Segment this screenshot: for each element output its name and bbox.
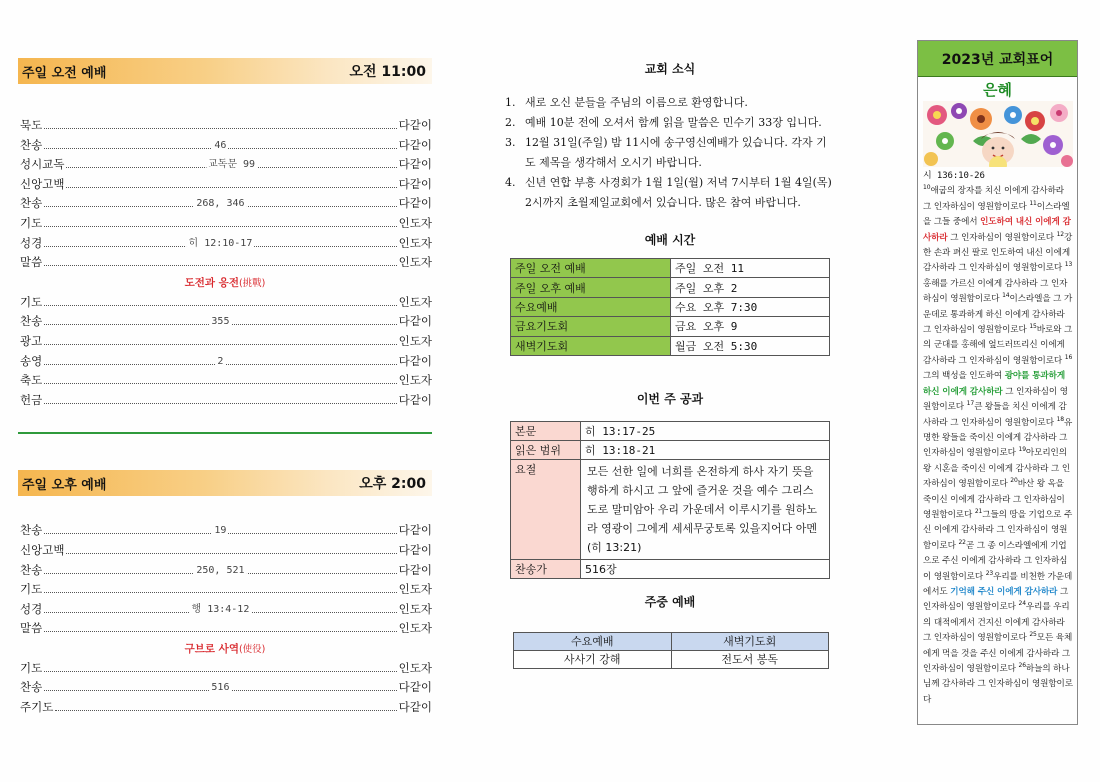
leader-dots (44, 581, 396, 593)
order-leader: 다같이 (398, 176, 432, 191)
schedule-service: 금요기도회 (511, 317, 671, 336)
study-passage: 히 13:17-25 (581, 421, 830, 440)
leader-dots (55, 699, 396, 711)
verse-number: 26 (1018, 662, 1026, 670)
order-leader: 인도자 (398, 582, 432, 597)
midweek-header-dawn: 새벽기도회 (671, 632, 829, 650)
news-item (505, 173, 835, 213)
psalm-body (923, 186, 1073, 704)
order-detail: 행 13:4-12 (191, 603, 250, 615)
morning-service-time: 오전 11:00 (349, 64, 426, 80)
study-summary-label: 요절 (511, 459, 581, 559)
leader-dots (44, 353, 396, 365)
schedule-service: 수요예배 (511, 297, 671, 316)
verse-text: 그의 백성을 인도하여 (923, 371, 1005, 382)
order-detail: 2 (217, 355, 224, 367)
order-label: 찬송 (20, 137, 43, 152)
afternoon-order-list-2 (18, 659, 432, 718)
order-leader: 다같이 (398, 392, 432, 407)
leader-dots (44, 215, 396, 227)
verse-number: 17 (966, 400, 975, 408)
order-leader: 인도자 (398, 660, 432, 675)
news-text: 새로 오신 분들을 주님의 이름으로 환영합니다. (525, 96, 748, 109)
order-row (18, 619, 432, 639)
leader-dots (44, 235, 396, 247)
order-leader: 다같이 (398, 314, 432, 329)
order-row (18, 155, 432, 175)
study-reading-label: 읽은 범위 (511, 440, 581, 459)
verse-number: 12 (1056, 230, 1064, 238)
schedule-time: 금요 오후 9 (671, 317, 830, 336)
verse-text: 이스라엘을 그 가운데로 통과하게 하신 이에게 감사하라 그 인자하심이 영원함이로다 (923, 294, 1073, 336)
order-label: 신앙고백 (20, 176, 65, 191)
order-label: 성시교독 (20, 157, 65, 172)
motto-word: 은혜 (983, 81, 1012, 99)
schedule-row (511, 259, 830, 278)
news-number: 4. (505, 176, 516, 189)
order-label: 기도 (20, 215, 43, 230)
verse-text: 그들의 땅을 기업으로 주신 이에게 감사하라 그 인자하심이 영원함이로다 (923, 509, 1073, 551)
order-row (18, 678, 432, 698)
order-row (18, 541, 432, 561)
order-label: 성경 (20, 601, 43, 616)
midweek-header-wed: 수요예배 (514, 632, 672, 650)
midweek-value-wed: 사사기 강해 (514, 650, 672, 668)
leader-dots (44, 294, 396, 306)
afternoon-service-header (18, 470, 432, 496)
verse-highlight: 기억해 주신 이에게 감사하라 (950, 586, 1058, 597)
study-hymn-label: 찬송가 (511, 559, 581, 578)
verse-text: 하늘의 하나님께 감사하라 그 인자하심이 영원함이로다 (923, 664, 1073, 705)
verse-text: 곧 그 종 이스라엘에게 기업으로 주신 이에게 감사하라 그 인자하심이 영원함이로다 (923, 540, 1068, 582)
verse-number: 25 (1029, 631, 1037, 639)
verse-number: 11 (1029, 199, 1037, 207)
verse-text: 우리를 우리의 대적에게서 건지신 이에게 감사하라 그 인자하심이 영원함이로다 (923, 602, 1070, 644)
schedule-service: 새벽기도회 (511, 336, 671, 355)
verse-text: 홍해를 가르신 이에게 감사하라 그 인자하심이 영원함이로다 (923, 278, 1068, 305)
news-number: 3. (505, 136, 516, 149)
order-label: 찬송 (20, 196, 43, 211)
midweek-title: 주중 예배 (644, 594, 696, 609)
leader-dots (44, 137, 396, 149)
verse-text-after: 그 인자하심이 영원함이로다 (923, 586, 1069, 613)
verse-text: 바로와 그의 군대를 홍해에 엎드러뜨리신 이에게 감사하라 그 인자하심이 영원함이로다 (923, 325, 1073, 366)
order-label: 찬송 (20, 680, 43, 695)
verse-number: 14 (1002, 292, 1010, 300)
order-row (18, 194, 432, 214)
order-row (18, 293, 432, 313)
church-news-column (505, 58, 835, 669)
schedule-row (511, 317, 830, 336)
schedule-time: 수요 오후 7:30 (671, 297, 830, 316)
verse-highlight: 광야를 통과하게 하신 이에게 감사하라 (923, 371, 1066, 397)
leader-dots (44, 313, 396, 328)
verse-number: 21 (974, 508, 983, 516)
leader-dots (44, 117, 396, 129)
leader-dots (44, 679, 396, 694)
verse-number: 16 (1064, 354, 1073, 362)
verse-number: 23 (985, 569, 994, 577)
verse-number: 10 (923, 184, 931, 192)
order-detail: 268, 346 (196, 198, 245, 210)
order-label: 찬송 (20, 314, 43, 329)
verse-number: 13 (1064, 261, 1073, 269)
study-reading: 히 13:18-21 (581, 440, 830, 459)
morning-service-title: 주일 오전 예배 (22, 65, 107, 81)
verse-text-after: 그 인자하심이 영원함이로다 (923, 386, 1068, 413)
leader-dots (44, 601, 396, 613)
study-passage-label: 본문 (511, 421, 581, 440)
order-detail: 46 (214, 139, 227, 151)
order-leader: 다같이 (398, 196, 432, 211)
news-number: 1. (505, 96, 516, 109)
afternoon-order-list (18, 521, 432, 639)
order-label: 기도 (20, 582, 43, 597)
morning-service-header (18, 58, 432, 84)
morning-sermon-title: 도전과 응전(挑戰) (184, 276, 266, 289)
study-hymn: 516장 (581, 559, 830, 578)
schedule-service: 주일 오전 예배 (511, 259, 671, 278)
psalm-reference: 시 136:10-26 (923, 171, 985, 181)
order-label: 말씀 (20, 255, 43, 270)
news-text: 예배 10분 전에 오셔서 함께 읽을 말씀은 민수기 33장 입니다. (525, 116, 822, 129)
verse-text: 애굽의 장자를 치신 이에게 감사하라 그 인자하심이 영원함이로다 (923, 186, 1064, 212)
order-leader: 인도자 (398, 235, 432, 250)
schedule-time: 주일 오후 2 (671, 278, 830, 297)
order-row (18, 698, 432, 718)
order-label: 주기도 (20, 700, 54, 715)
order-detail: 355 (211, 316, 230, 328)
leader-dots (44, 372, 396, 384)
study-title: 이번 주 공과 (636, 391, 704, 406)
verse-number: 19 (1018, 446, 1026, 454)
order-label: 찬송 (20, 523, 43, 538)
leader-dots (66, 176, 396, 188)
order-label: 기도 (20, 660, 43, 675)
morning-order-list (18, 116, 432, 273)
verse-text: 이스라엘을 그들 중에서 (923, 201, 1070, 228)
afternoon-sermon-title: 구브로 사역(使役) (184, 642, 266, 655)
study-table (510, 421, 830, 579)
leader-dots (44, 522, 396, 537)
verse-text: 모든 육체에게 먹을 것을 주신 이에게 감사하라 그 인자하심이 영원함이로다 (923, 633, 1073, 674)
psalm-text (918, 167, 1077, 708)
afternoon-service-title: 주일 오후 예배 (22, 477, 107, 493)
order-row (18, 116, 432, 136)
order-label: 묵도 (20, 118, 43, 132)
order-detail: 히 12:10-17 (188, 237, 253, 249)
order-row (18, 352, 432, 372)
schedule-title: 예배 시간 (644, 233, 696, 247)
news-list (505, 93, 835, 213)
study-row-summary (511, 459, 830, 559)
leader-dots (44, 254, 396, 266)
order-row (18, 312, 432, 332)
news-number: 2. (505, 116, 516, 129)
verse-text: 바산 왕 옥을 죽이신 이에게 감사하라 그 인자하심이 영원함이로다 (923, 479, 1065, 520)
leader-dots (44, 392, 396, 404)
order-leader: 다같이 (398, 562, 432, 577)
order-row (18, 371, 432, 391)
order-row (18, 332, 432, 352)
order-leader: 인도자 (398, 333, 432, 348)
study-row-hymn (511, 559, 830, 578)
verse-text: 아모리인의 왕 시혼을 죽이신 이에게 감사하라 그 인자하심이 영원함이로다 (923, 448, 1071, 490)
study-summary: 모든 선한 일에 너희를 온전하게 하사 자기 뜻을 행하게 하시고 그 앞에 즐거운 것을 예수 그리스도로 말미암아 우리 가운데서 이루시기를 원하노라 영광이 그에게 세세무궁토록 있을지어다 아멘(히 13:21) (581, 459, 830, 559)
news-item (505, 93, 835, 113)
order-label: 기도 (20, 294, 43, 309)
schedule-row (511, 336, 830, 355)
order-row (18, 175, 432, 195)
order-row (18, 521, 432, 541)
motto-title: 2023년 교회표어 (918, 41, 1077, 77)
order-row (18, 253, 432, 273)
order-label: 성경 (20, 235, 43, 250)
order-row (18, 214, 432, 234)
order-label: 헌금 (20, 392, 43, 407)
order-label: 송영 (20, 353, 43, 368)
order-row (18, 659, 432, 679)
order-leader: 다같이 (398, 700, 432, 715)
schedule-row (511, 278, 830, 297)
order-leader: 다같이 (398, 523, 432, 538)
order-leader: 인도자 (398, 294, 432, 309)
verse-number: 15 (1029, 323, 1037, 331)
order-leader: 인도자 (398, 373, 432, 388)
order-leader: 인도자 (398, 215, 432, 230)
leader-dots (44, 660, 396, 672)
verse-text: 강한 손과 펴신 팔로 인도하여 내신 이에게 감사하라 그 인자하심이 영원함이로다 (923, 232, 1073, 274)
news-text: 신년 연합 부흥 사경회가 1월 1일(월) 저녁 7시부터 1월 4일(목) 2시까지 초월제일교회에서 있습니다. 많은 참여 바랍니다. (525, 176, 832, 209)
schedule-time: 월금 오전 5:30 (671, 336, 830, 355)
schedule-service: 주일 오후 예배 (511, 278, 671, 297)
leader-dots (44, 333, 396, 345)
flower-illustration (923, 101, 1073, 167)
order-leader: 다같이 (398, 680, 432, 695)
afternoon-service-time: 오후 2:00 (359, 476, 426, 493)
midweek-table (513, 632, 829, 669)
verse-text: 유명한 왕들을 죽이신 이에게 감사하라 그 인자하심이 영원함이로다 (923, 417, 1073, 459)
order-detail: 19 (214, 525, 227, 537)
verse-text: 큰 왕들을 치신 이에게 감사하라 그 인자하심이 영원함이로다 (923, 402, 1067, 428)
verse-number: 20 (1010, 477, 1018, 485)
verse-text: 우리를 비천한 가운데에서도 (923, 571, 1073, 597)
order-leader: 다같이 (398, 542, 432, 557)
news-item (505, 133, 835, 173)
leader-dots (66, 156, 396, 171)
order-label: 찬송 (20, 562, 43, 577)
order-leader: 인도자 (398, 621, 432, 636)
schedule-time: 주일 오전 11 (671, 259, 830, 278)
order-row (18, 136, 432, 156)
order-row (18, 561, 432, 581)
order-leader: 다같이 (398, 118, 432, 132)
news-item (505, 113, 835, 133)
order-label: 축도 (20, 373, 43, 388)
study-row-reading (511, 440, 830, 459)
order-row (18, 600, 432, 620)
verse-text-after: 그 인자하심이 영원함이로다 (947, 232, 1057, 243)
news-title: 교회 소식 (644, 62, 696, 76)
leader-dots (66, 542, 396, 554)
order-row (18, 391, 432, 411)
verse-number: 24 (1018, 600, 1026, 608)
order-row (18, 580, 432, 600)
leader-dots (44, 620, 396, 632)
leader-dots (44, 562, 396, 574)
worship-order-column (18, 58, 432, 718)
order-label: 신앙고백 (20, 542, 65, 557)
leader-dots (44, 195, 396, 210)
order-detail: 교독문 99 (208, 159, 256, 171)
order-leader: 인도자 (398, 255, 432, 270)
verse-highlight: 인도하여 내신 이에게 감사하라 (923, 217, 1071, 243)
verse-number: 18 (1056, 415, 1064, 423)
order-label: 말씀 (20, 621, 43, 636)
schedule-table (510, 258, 830, 356)
schedule-row (511, 297, 830, 316)
morning-order-list-2 (18, 293, 432, 411)
order-detail: 516 (211, 682, 230, 694)
order-leader: 인도자 (398, 601, 432, 616)
order-leader: 다같이 (398, 157, 432, 172)
verse-number: 22 (958, 538, 966, 546)
news-text: 12월 31일(주일) 밤 11시에 송구영신예배가 있습니다. 각자 기도 제목을 생각해서 오시기 바랍니다. (525, 136, 827, 169)
midweek-value-dawn: 전도서 봉독 (671, 650, 829, 668)
order-detail: 250, 521 (196, 564, 245, 576)
order-label: 광고 (20, 333, 43, 348)
order-leader: 다같이 (398, 137, 432, 152)
order-row (18, 234, 432, 254)
order-leader: 다같이 (398, 353, 432, 368)
motto-column (917, 40, 1078, 725)
study-row-passage (511, 421, 830, 440)
